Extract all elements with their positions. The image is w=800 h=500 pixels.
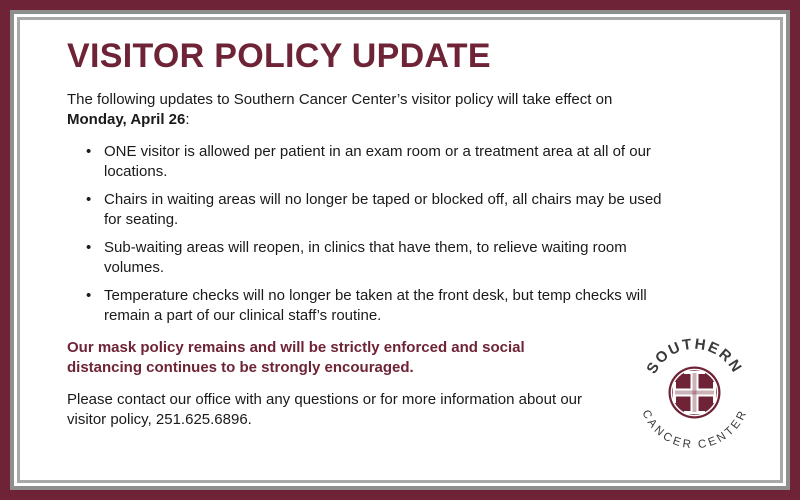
intro-suffix: : xyxy=(185,111,190,128)
intro-paragraph xyxy=(67,90,707,130)
effective-date: Monday, April 26 xyxy=(67,111,186,128)
policy-list xyxy=(67,142,707,326)
list-item xyxy=(86,286,664,326)
southern-cancer-center-logo xyxy=(632,330,757,455)
bullet-icon: • xyxy=(86,239,92,256)
list-item xyxy=(86,238,664,278)
list-item-text: Temperature checks will no longer be taken at the front desk, but temp checks will remain a part of our clinical staff’s routine. xyxy=(104,287,647,324)
cross-emblem-icon xyxy=(669,367,721,419)
mask-policy-notice: Our mask policy remains and will be strictly enforced and social distancing continues to be strongly encouraged. xyxy=(67,339,525,376)
contact-paragraph: Please contact our office with any questions or for more information about our visitor policy, 251.625.6896. xyxy=(67,391,583,428)
logo-bottom-text: CANCER CENTER xyxy=(639,408,750,452)
intro-text: The following updates to Southern Cancer Center’s visitor policy will take effect on xyxy=(67,91,613,108)
list-item-text: ONE visitor is allowed per patient in an exam room or a treatment area at all of our locations. xyxy=(104,143,651,180)
list-item-text: Chairs in waiting areas will no longer be taped or blocked off, all chairs may be used for seating. xyxy=(104,191,662,228)
bullet-icon: • xyxy=(86,143,92,160)
list-item xyxy=(86,142,664,182)
notice-content xyxy=(67,36,707,430)
list-item-text: Sub-waiting areas will reopen, in clinics that have them, to relieve waiting room volumes. xyxy=(104,239,627,276)
logo-top-text: SOUTHERN xyxy=(643,335,746,377)
page-title: VISITOR POLICY UPDATE xyxy=(67,37,491,75)
bullet-icon: • xyxy=(86,287,92,304)
bullet-icon: • xyxy=(86,191,92,208)
list-item xyxy=(86,190,664,230)
logo-svg xyxy=(632,330,757,455)
